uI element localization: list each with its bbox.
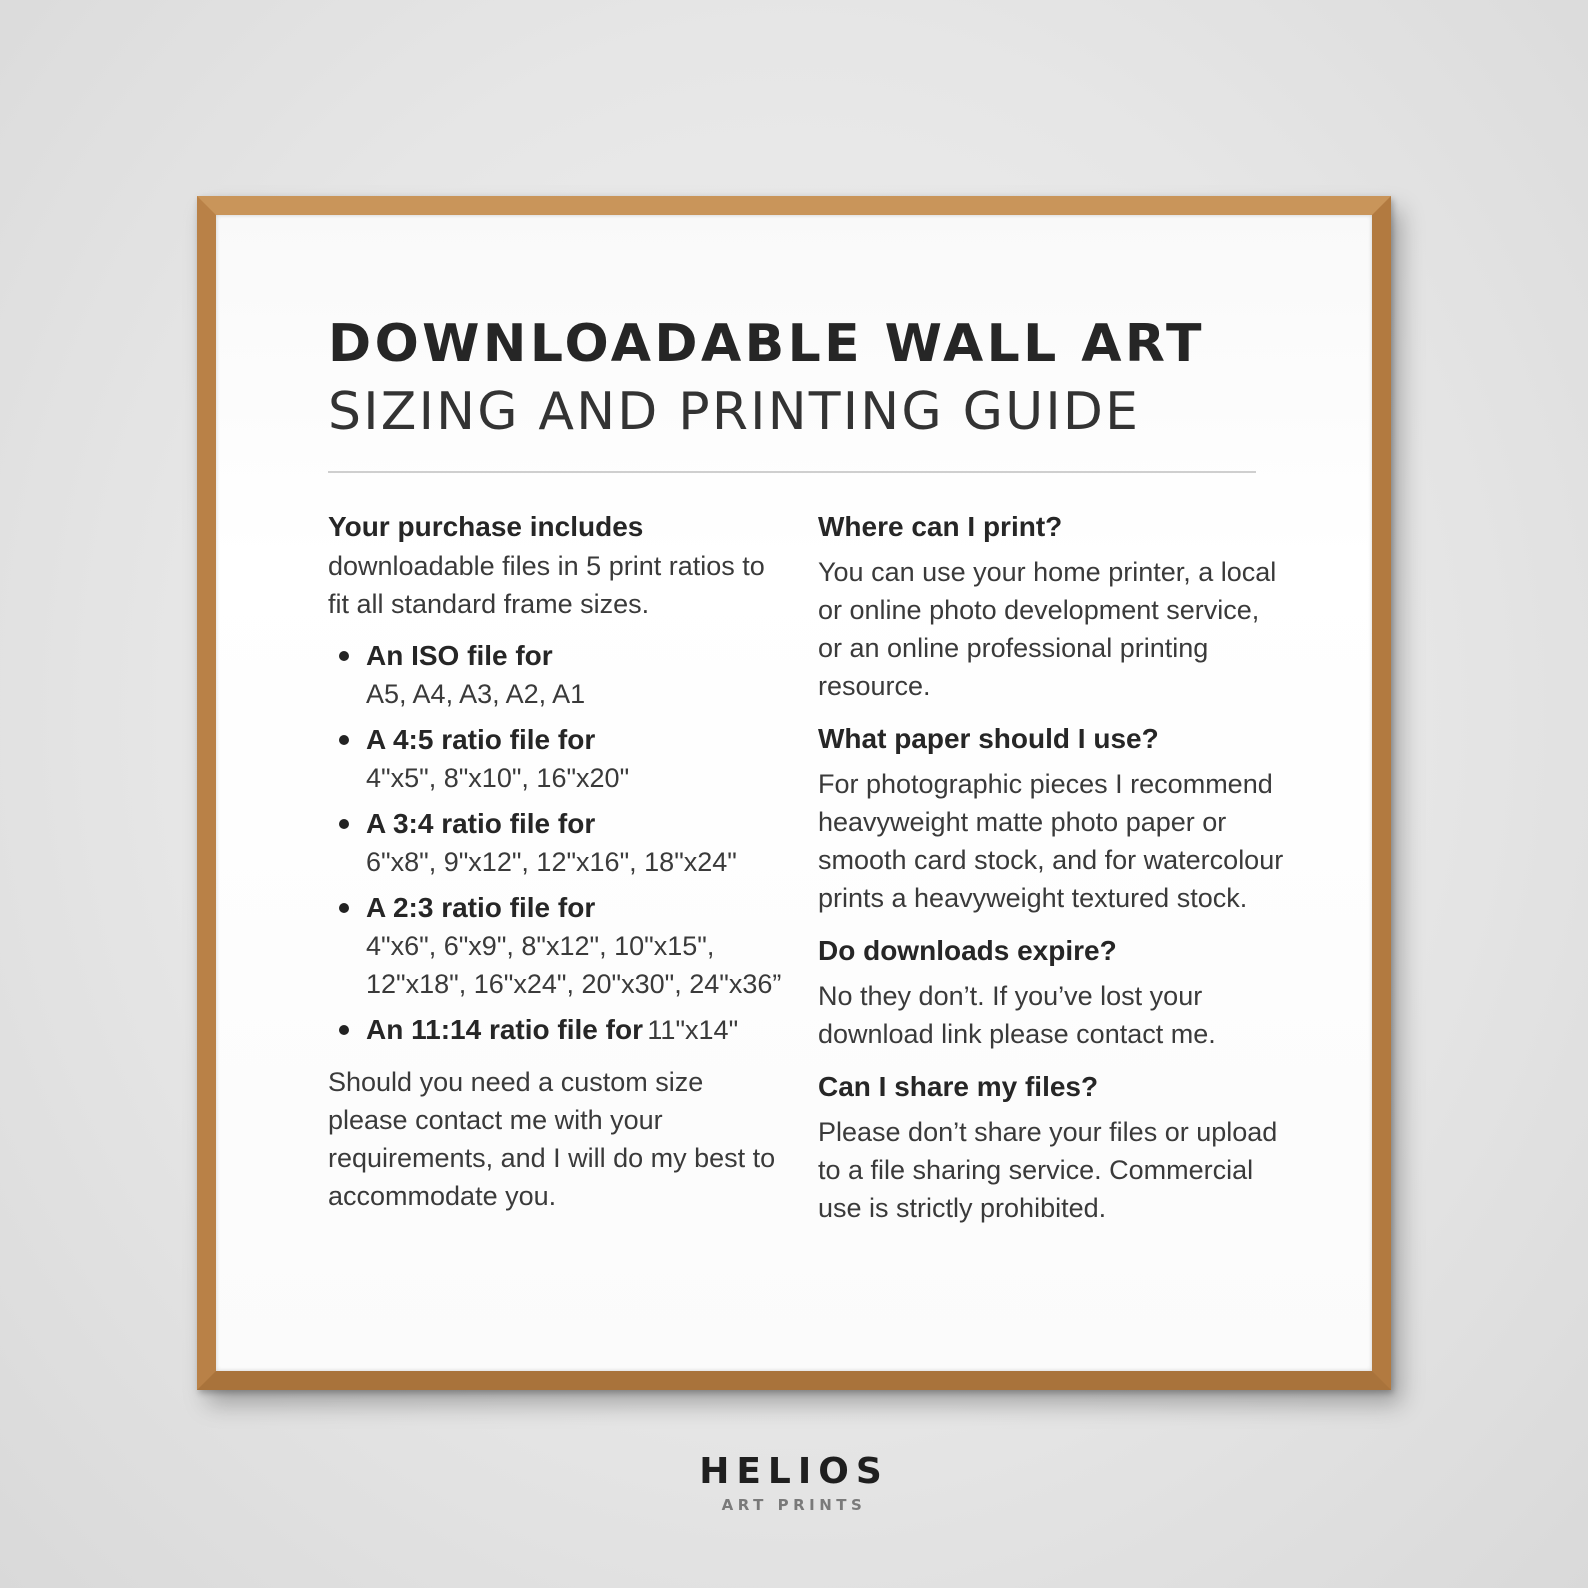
- poster: [216, 215, 1372, 1371]
- purchase-intro: downloadable files in 5 print ratios to fit all standard frame sizes.: [328, 551, 765, 619]
- faq-question: Can I share my files?: [818, 1071, 1099, 1102]
- ratio-item-heading: An 11:14 ratio file for: [366, 1014, 643, 1045]
- ratio-list: [328, 637, 783, 1049]
- list-item: [328, 721, 783, 797]
- list-item: [328, 889, 783, 1003]
- ratio-item-sizes: 6"x8", 9"x12", 12"x16", 18"x24": [366, 847, 737, 877]
- list-item: [328, 637, 783, 713]
- bullet-icon: [339, 735, 349, 745]
- faq-column: [818, 509, 1288, 1243]
- ratio-item-sizes: A5, A4, A3, A2, A1: [366, 679, 586, 709]
- faq-answer: You can use your home printer, a local or online photo development service, or an online professional printing resource.: [818, 557, 1277, 701]
- bullet-icon: [339, 651, 349, 661]
- purchase-column: [328, 509, 783, 1215]
- ratio-item-sizes: 11"x14": [647, 1015, 739, 1045]
- poster-subtitle: SIZING AND PRINTING GUIDE: [328, 382, 1141, 442]
- faq-answer: Please don’t share your files or upload to a file sharing service. Commercial use is strictly prohibited.: [818, 1117, 1278, 1223]
- faq-question: Where can I print?: [818, 511, 1063, 542]
- ratio-item-heading: A 4:5 ratio file for: [366, 724, 596, 755]
- ratio-item-heading: A 3:4 ratio file for: [366, 808, 596, 839]
- ratio-item-heading: An ISO file for: [366, 640, 553, 671]
- ratio-item-inline: [366, 1011, 783, 1049]
- bullet-icon: [339, 819, 349, 829]
- list-item: [328, 1011, 783, 1049]
- bullet-icon: [339, 903, 349, 913]
- faq-question: What paper should I use?: [818, 723, 1159, 754]
- custom-size-note: Should you need a custom size please contact me with your requirements, and I will do my best to accommodate you.: [328, 1067, 776, 1211]
- brand-tagline: ART PRINTS: [721, 1496, 867, 1514]
- brand-name: HELIOS: [699, 1451, 889, 1492]
- ratio-item-sizes: 4"x5", 8"x10", 16"x20": [366, 763, 630, 793]
- list-item: [328, 805, 783, 881]
- purchase-heading: Your purchase includes: [328, 511, 644, 542]
- poster-title: DOWNLOADABLE WALL ART: [328, 314, 1205, 374]
- faq-question: Do downloads expire?: [818, 935, 1117, 966]
- ratio-item-sizes: 4"x6", 6"x9", 8"x12", 10"x15", 12"x18", 16"x24", 20"x30", 24"x36”: [366, 931, 782, 999]
- faq-answer: No they don’t. If you’ve lost your download link please contact me.: [818, 981, 1216, 1049]
- brand-logo: [0, 1452, 1588, 1516]
- poster-content: [328, 311, 1284, 1223]
- bullet-icon: [339, 1025, 349, 1035]
- ratio-item-heading: A 2:3 ratio file for: [366, 892, 596, 923]
- faq-answer: For photographic pieces I recommend heavyweight matte photo paper or smooth card stock, and for watercolour prints a heavyweight textured stock.: [818, 769, 1284, 913]
- picture-frame: [197, 196, 1391, 1390]
- title-divider: [328, 471, 1256, 473]
